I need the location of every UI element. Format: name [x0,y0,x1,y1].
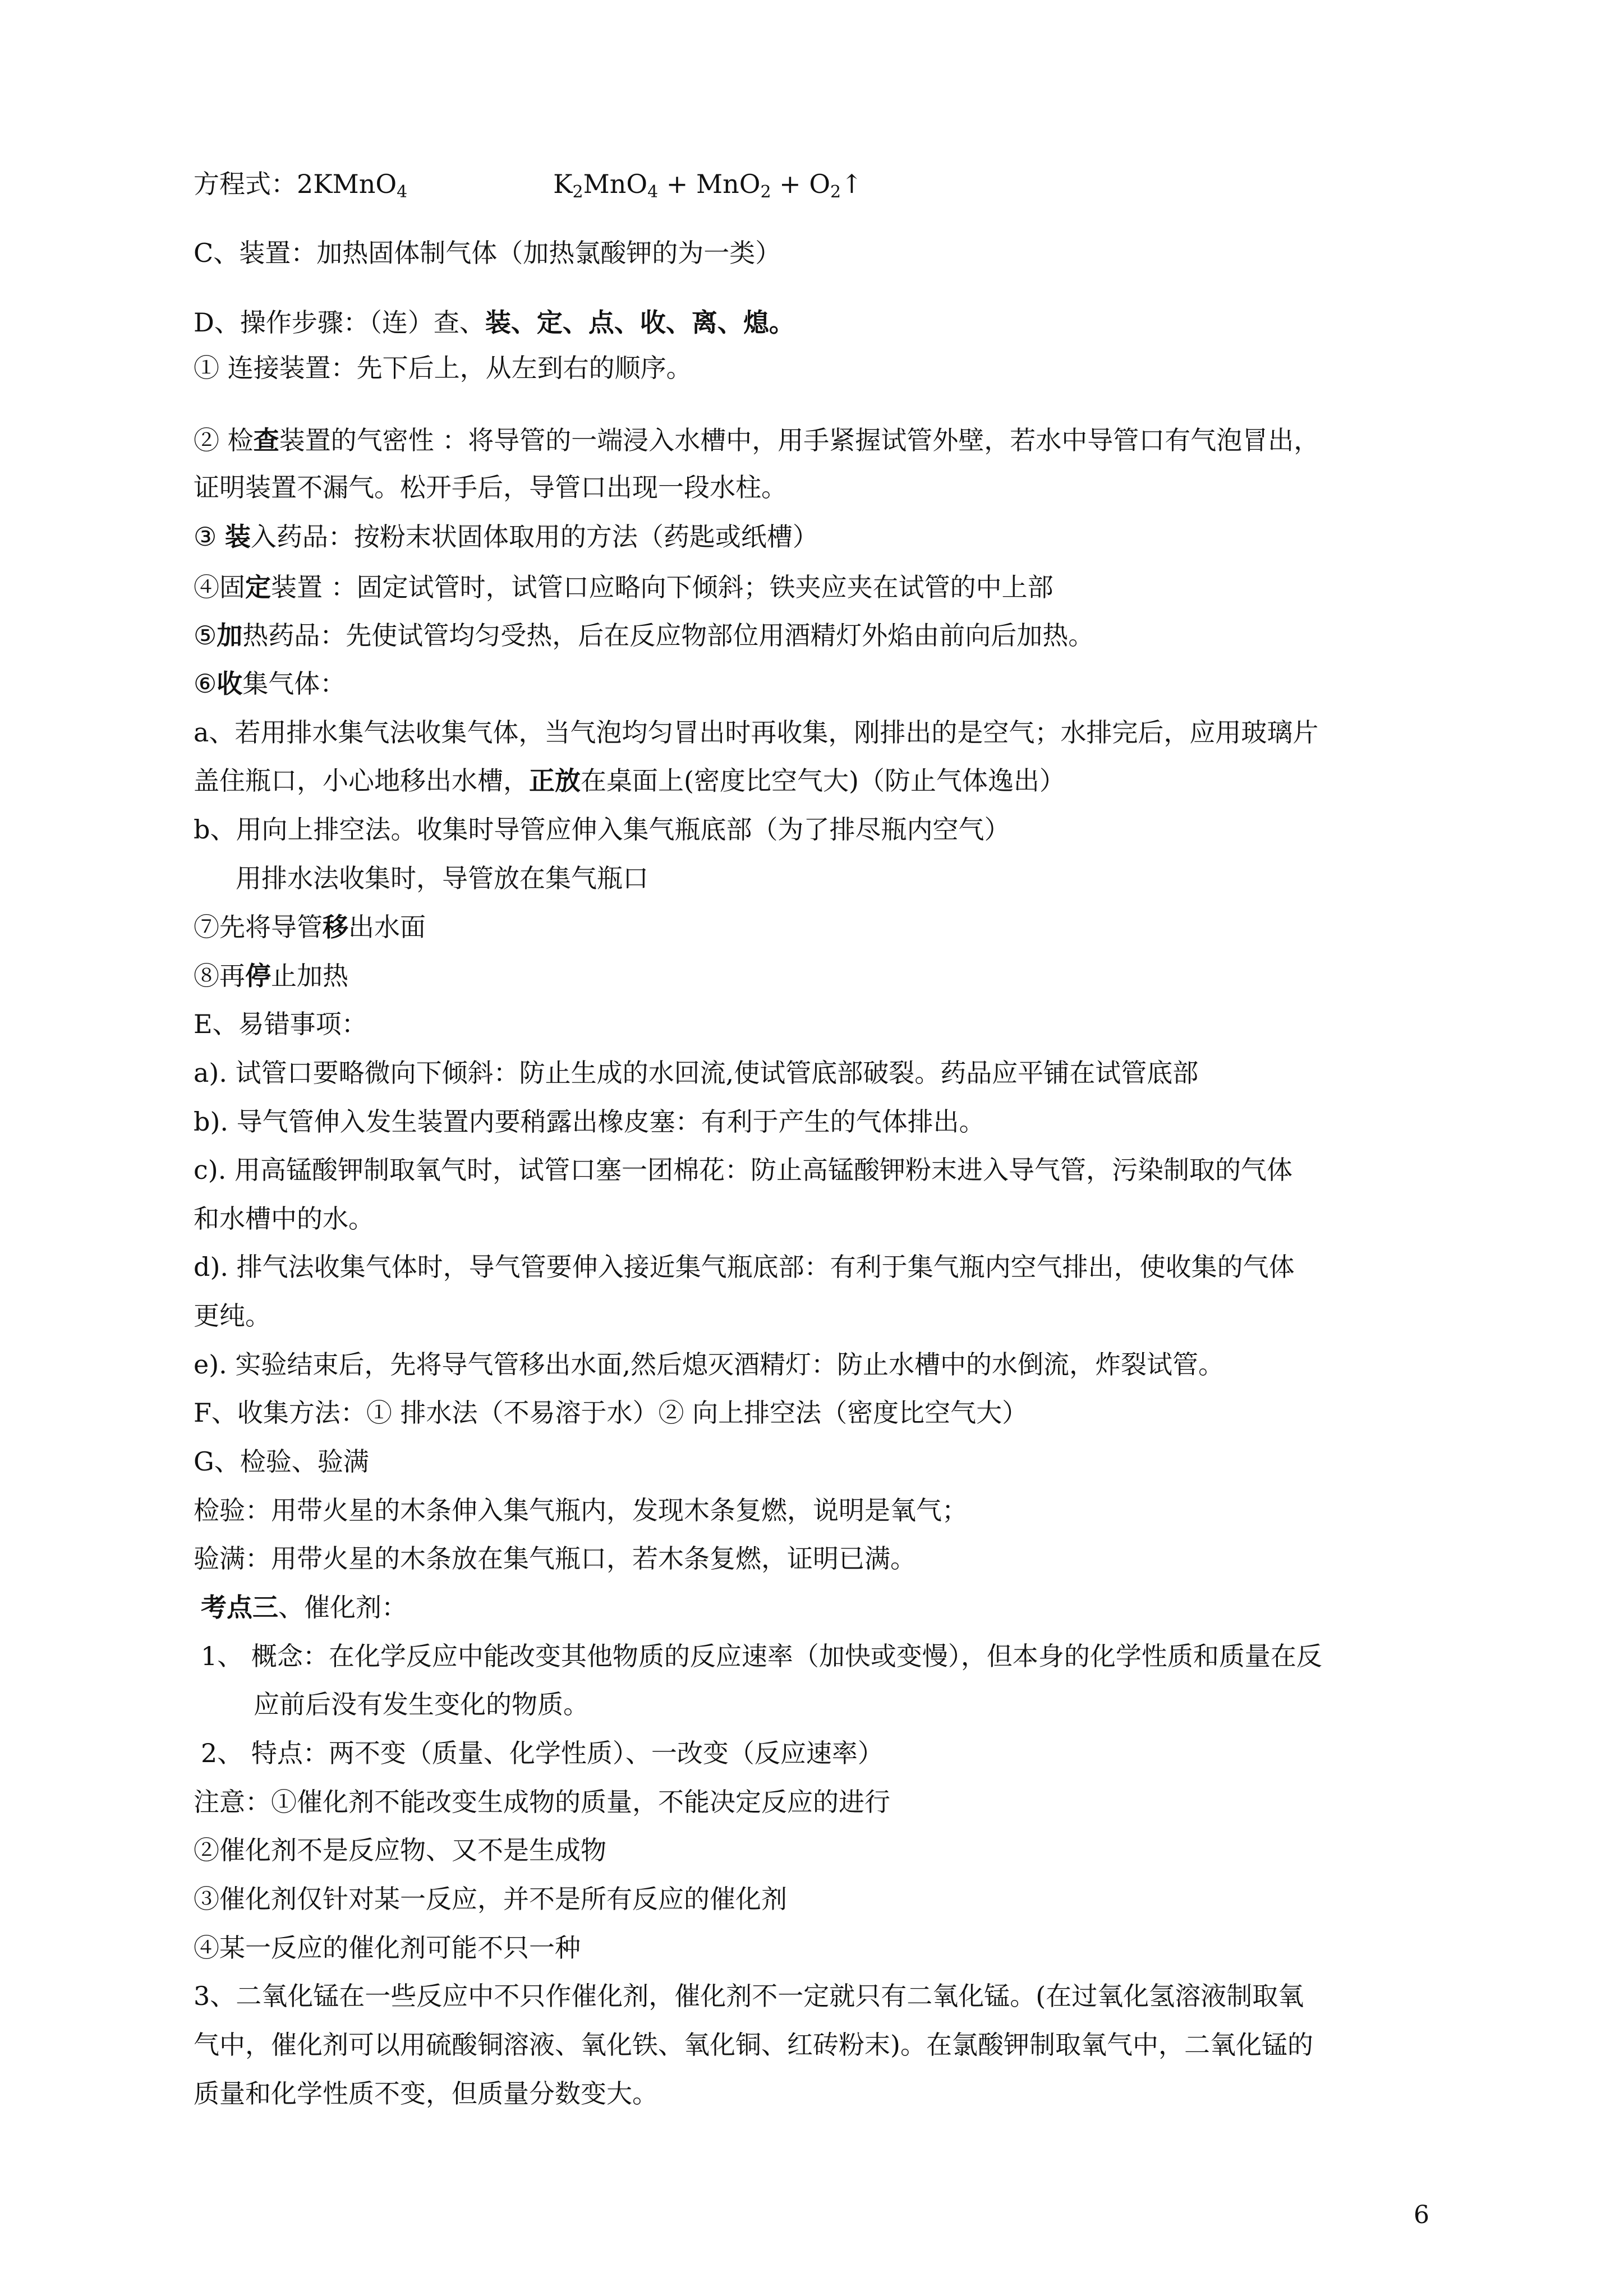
error-d-cont: 更纯。 [194,1301,271,1331]
section-f: F、收集方法：① 排水法（不易溶于水）② 向上排空法（密度比空气大） [194,1398,1028,1428]
collect-a: a、若用排水集气法收集气体，当气泡均匀冒出时再收集，刚排出的是空气；水排完后，应用玻璃片 [194,717,1319,748]
gas-arrow-icon: ↑ [841,169,863,199]
error-d: d). 排气法收集气体时，导气管要伸入接近集气瓶底部：有利于集气瓶内空气排出，使收集的气体 [194,1252,1295,1282]
catalyst-feature: 2、 特点：两不变（质量、化学性质）、一改变（反应速率） [201,1738,884,1768]
step-2-cont: 证明装置不漏气。松开手后，导管口出现一段水柱。 [194,472,787,502]
note-1: 注意：①催化剂不能改变生成物的质量，不能决定反应的进行 [194,1787,890,1817]
reactant: 2KMnO [297,169,397,199]
step-6: ⑥收集气体： [194,668,346,699]
collect-b-cont: 用排水法收集时，导管放在集气瓶口 [236,863,648,893]
mno2-para-1: 3、二氧化锰在一些反应中不只作催化剂，催化剂不一定就只有二氧化锰。(在过氧化氢溶液制取氧 [194,1981,1304,2011]
section-g-heading: G、检验、验满 [194,1446,369,1477]
catalyst-concept-cont: 应前后没有发生变化的物质。 [254,1689,589,1719]
topic-3-heading: 考点三、催化剂： [201,1592,407,1622]
product-2: MnO [696,169,761,199]
section-c: C、装置：加热固体制气体（加热氯酸钾的为一类） [194,238,781,268]
note-3: ③催化剂仅针对某一反应，并不是所有反应的催化剂 [194,1884,787,1914]
product-3: O [809,169,831,199]
step-2: ② 检查装置的气密性 ：将导管的一端浸入水槽中，用手紧握试管外壁，若水中导管口有气泡冒出， [194,425,1320,455]
error-e: e). 实验结束后，先将导气管移出水面,然后熄灭酒精灯：防止水槽中的水倒流，炸裂试管。 [194,1349,1225,1380]
full-check-line: 验满：用带火星的木条放在集气瓶口，若木条复燃，证明已满。 [194,1543,916,1574]
section-d-heading: D、操作步骤：（连）查、装、定、点、收、离、熄。 [194,307,795,338]
catalyst-concept: 1、 概念：在化学反应中能改变其他物质的反应速率（加快或变慢），但本身的化学性质和质量在反 [201,1641,1322,1671]
mno2-para-3: 质量和化学性质不变，但质量分数变大。 [194,2078,658,2109]
step-4: ④固定装置 ：固定试管时，试管口应略向下倾斜；铁夹应夹在试管的中上部 [194,572,1053,602]
error-a: a). 试管口要略微向下倾斜：防止生成的水回流,使试管底部破裂。药品应平铺在试管底部 [194,1058,1199,1088]
error-b: b). 导气管伸入发生装置内要稍露出橡皮塞：有利于产生的气体排出。 [194,1106,985,1137]
error-c: c). 用高锰酸钾制取氧气时，试管口塞一团棉花：防止高锰酸钾粉末进入导气管，污染制取的气体 [194,1155,1292,1185]
section-e-heading: E、易错事项： [194,1009,367,1039]
step-1: ① 连接装置：先下后上，从左到右的顺序。 [194,353,692,383]
step-5: ⑤加热药品：先使试管均匀受热，后在反应物部位用酒精灯外焰由前向后加热。 [194,620,1094,651]
product-1: K [553,169,573,199]
collect-a-cont: 盖住瓶口，小心地移出水槽，正放在桌面上(密度比空气大)（防止气体逸出） [194,766,1065,796]
mno2-para-2: 气中，催化剂可以用硫酸铜溶液、氧化铁、氧化铜、红砖粉末)。在氯酸钾制取氧气中，二氧化锰的 [194,2030,1313,2060]
equation-label: 方程式： [194,169,297,199]
page-number: 6 [1414,2201,1429,2229]
collect-b: b、用向上排空法。收集时导管应伸入集气瓶底部（为了排尽瓶内空气） [194,814,1010,845]
equation-line: 方程式：2KMnO$_4$ $K_2MnO_4 + MnO_2$ + $O_2↑$ [194,169,863,202]
error-c-cont: 和水槽中的水。 [194,1204,374,1234]
step-3: ③ 装入药品：按粉末状固体取用的方法（药匙或纸槽） [194,522,818,552]
note-2: ②催化剂不是反应物、又不是生成物 [194,1835,606,1865]
note-4: ④某一反应的催化剂可能不只一种 [194,1933,581,1963]
test-line: 检验：用带火星的木条伸入集气瓶内，发现木条复燃，说明是氧气； [194,1495,968,1525]
step-7: ⑦先将导管移出水面 [194,912,426,942]
step-8: ⑧再停止加热 [194,961,348,991]
